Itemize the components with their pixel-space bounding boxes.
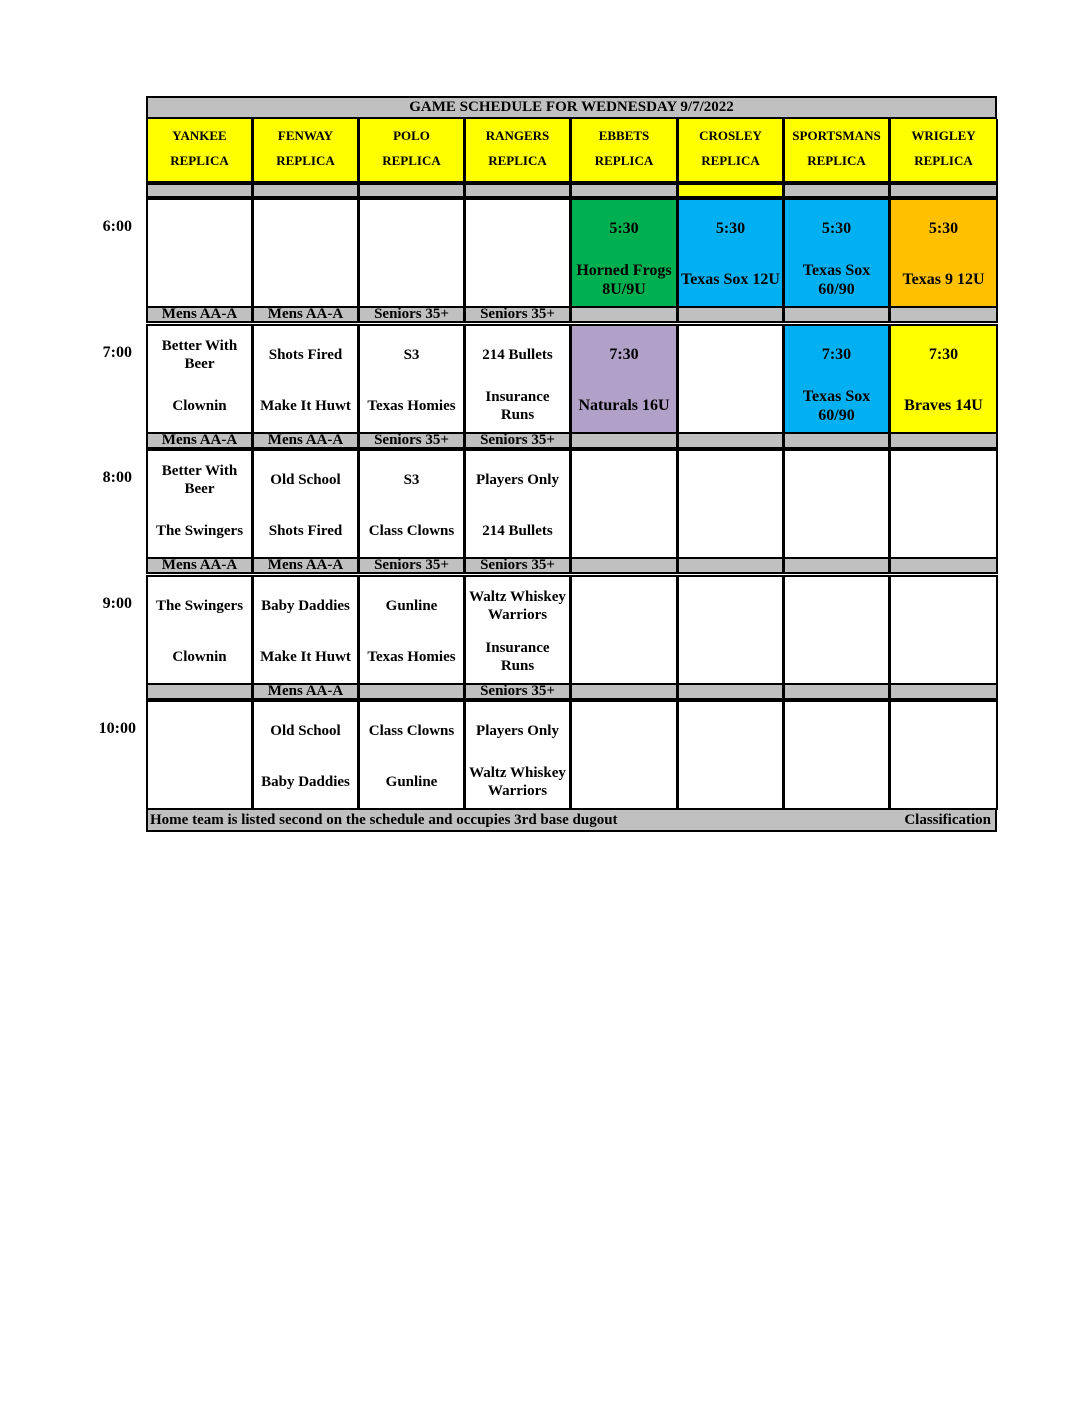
team-home — [148, 254, 251, 306]
field-header-yankee — [146, 119, 253, 183]
team-home — [572, 631, 676, 683]
game-cell — [783, 449, 890, 559]
classification-label — [677, 557, 784, 574]
team-home: Texas Homies — [367, 649, 456, 665]
game-cell — [783, 324, 890, 434]
classification-label — [677, 432, 784, 449]
footer-note: Home team is listed second on the schedule and occupies 3rd base dugout — [150, 812, 618, 828]
field-subtitle: REPLICA — [807, 153, 866, 168]
time-label: 7:00 — [102, 344, 132, 361]
game-cell — [570, 324, 678, 434]
game-cell — [889, 198, 998, 308]
field-header-sportsmans — [783, 119, 890, 183]
classification-label — [889, 683, 998, 700]
field-header-wrigley — [889, 119, 998, 183]
time-label: 10:00 — [98, 720, 136, 737]
game-cell — [677, 700, 784, 810]
field-name: SPORTSMANS — [792, 128, 881, 143]
classification-label: Mens AA-A — [146, 306, 253, 323]
team-away — [254, 204, 357, 254]
team-home — [679, 505, 782, 557]
game-time: 7:30 — [821, 346, 852, 364]
team-away — [679, 330, 782, 380]
team-home: Insurance Runs — [485, 389, 550, 423]
team-home: Horned Frogs 8U/9U — [576, 261, 672, 298]
team-home — [785, 505, 888, 557]
team-away — [679, 455, 782, 505]
header-gap-band — [783, 183, 890, 198]
team-home: Texas Sox 12U — [681, 271, 780, 289]
team-home: The Swingers — [155, 523, 244, 539]
team-away — [572, 581, 676, 631]
team-home — [572, 756, 676, 808]
team-home: Clownin — [172, 398, 227, 414]
team-home: Texas Homies — [367, 398, 456, 414]
field-subtitle: REPLICA — [488, 153, 547, 168]
field-subtitle: REPLICA — [914, 153, 973, 168]
team-away: The Swingers — [155, 598, 244, 614]
team-home — [466, 254, 569, 306]
team-away: Class Clowns — [368, 723, 455, 739]
team-home: Shots Fired — [268, 523, 343, 539]
game-cell — [358, 449, 465, 559]
team-home — [572, 505, 676, 557]
team-away — [360, 204, 463, 254]
classification-label — [358, 683, 465, 700]
field-subtitle: REPLICA — [276, 153, 335, 168]
team-away: S3 — [403, 472, 420, 488]
field-header-crosley — [677, 119, 784, 183]
field-header-rangers — [464, 119, 571, 183]
game-time: 5:30 — [715, 220, 746, 238]
classification-label: Seniors 35+ — [358, 557, 465, 574]
team-home: Texas Sox 60/90 — [802, 261, 871, 298]
team-away: Waltz Whiskey Warriors — [469, 589, 566, 623]
classification-label — [570, 683, 678, 700]
team-away — [891, 581, 996, 631]
team-away: Old School — [270, 723, 341, 739]
game-cell — [677, 449, 784, 559]
game-cell — [783, 198, 890, 308]
team-home — [679, 756, 782, 808]
game-cell — [570, 700, 678, 810]
team-away: Better With Beer — [161, 338, 238, 372]
classification-label: Mens AA-A — [252, 557, 359, 574]
team-home — [254, 254, 357, 306]
field-name: CROSLEY — [699, 128, 762, 143]
game-time: 7:30 — [928, 346, 959, 364]
game-time: 5:30 — [928, 220, 959, 238]
team-home — [785, 631, 888, 683]
team-away — [679, 706, 782, 756]
team-home — [785, 756, 888, 808]
team-away — [785, 455, 888, 505]
classification-label — [783, 683, 890, 700]
team-away: S3 — [403, 347, 420, 363]
team-home — [891, 631, 996, 683]
classification-label — [889, 306, 998, 323]
game-cell — [252, 575, 359, 685]
schedule-title: GAME SCHEDULE FOR WEDNESDAY 9/7/2022 — [146, 96, 997, 119]
team-away: Baby Daddies — [261, 598, 350, 614]
team-home — [679, 631, 782, 683]
game-cell — [252, 449, 359, 559]
field-header-fenway — [252, 119, 359, 183]
team-home: Make It Huwt — [260, 398, 351, 414]
game-cell — [358, 575, 465, 685]
classification-label — [783, 306, 890, 323]
field-header-polo — [358, 119, 465, 183]
team-away — [891, 455, 996, 505]
game-cell — [889, 575, 998, 685]
team-away — [785, 706, 888, 756]
header-gap-band — [570, 183, 678, 198]
team-home — [891, 505, 996, 557]
team-home: 214 Bullets — [482, 523, 553, 539]
team-away: Better With Beer — [161, 463, 238, 497]
classification-label — [570, 432, 678, 449]
team-away: Players Only — [476, 723, 559, 739]
classification-label — [570, 557, 678, 574]
field-subtitle: REPLICA — [701, 153, 760, 168]
team-away — [148, 706, 251, 756]
field-name: POLO — [393, 128, 430, 143]
team-away: Old School — [270, 472, 341, 488]
game-cell — [464, 449, 571, 559]
classification-label — [570, 306, 678, 323]
game-cell — [358, 198, 465, 308]
team-away: Shots Fired — [268, 347, 343, 363]
game-cell — [889, 449, 998, 559]
team-home: Make It Huwt — [260, 649, 351, 665]
game-cell — [889, 700, 998, 810]
team-home: Texas 9 12U — [902, 271, 985, 289]
team-away — [572, 455, 676, 505]
team-away: Players Only — [476, 472, 559, 488]
classification-label — [783, 432, 890, 449]
team-home — [891, 756, 996, 808]
game-cell — [570, 198, 678, 308]
team-home: Braves 14U — [904, 397, 983, 415]
game-cell — [146, 324, 253, 434]
header-gap-band — [358, 183, 465, 198]
game-cell — [146, 449, 253, 559]
team-home: Clownin — [172, 649, 227, 665]
field-header-ebbets — [570, 119, 678, 183]
game-cell — [570, 449, 678, 559]
field-name: WRIGLEY — [911, 128, 976, 143]
team-away: 214 Bullets — [482, 347, 553, 363]
team-away: Gunline — [385, 598, 438, 614]
game-cell — [146, 198, 253, 308]
classification-label: Seniors 35+ — [464, 432, 571, 449]
game-cell — [252, 700, 359, 810]
classification-label — [889, 557, 998, 574]
team-home — [679, 380, 782, 432]
team-home: Class Clowns — [368, 523, 455, 539]
game-time: 5:30 — [609, 220, 639, 238]
team-away — [785, 581, 888, 631]
time-label: 6:00 — [102, 218, 132, 235]
game-cell — [677, 198, 784, 308]
time-label: 8:00 — [102, 469, 132, 486]
classification-label — [146, 683, 253, 700]
classification-label: Mens AA-A — [252, 432, 359, 449]
game-cell — [783, 575, 890, 685]
game-cell — [358, 324, 465, 434]
game-cell — [146, 700, 253, 810]
game-cell — [570, 575, 678, 685]
team-home — [360, 254, 463, 306]
team-away — [572, 706, 676, 756]
header-gap-band — [889, 183, 998, 198]
game-cell — [677, 575, 784, 685]
field-subtitle: REPLICA — [170, 153, 229, 168]
field-name: FENWAY — [277, 128, 334, 143]
game-cell — [146, 575, 253, 685]
game-cell — [464, 324, 571, 434]
field-subtitle: REPLICA — [594, 153, 654, 168]
team-away — [679, 581, 782, 631]
team-away — [466, 204, 569, 254]
classification-label: Seniors 35+ — [464, 557, 571, 574]
team-home: Naturals 16U — [578, 397, 670, 415]
field-name: RANGERS — [485, 128, 550, 143]
time-label: 9:00 — [102, 595, 132, 612]
header-gap-band — [677, 183, 784, 198]
game-cell — [464, 198, 571, 308]
classification-label: Mens AA-A — [146, 557, 253, 574]
classification-label — [677, 683, 784, 700]
team-home: Gunline — [385, 774, 438, 790]
game-cell — [783, 700, 890, 810]
field-name: YANKEE — [172, 128, 227, 143]
classification-label: Seniors 35+ — [358, 432, 465, 449]
team-home: Waltz Whiskey Warriors — [469, 765, 566, 799]
field-subtitle: REPLICA — [382, 153, 441, 168]
classification-label: Mens AA-A — [252, 683, 359, 700]
game-cell — [464, 700, 571, 810]
classification-label — [783, 557, 890, 574]
team-away — [891, 706, 996, 756]
game-cell — [464, 575, 571, 685]
classification-label: Mens AA-A — [146, 432, 253, 449]
game-time: 7:30 — [609, 346, 639, 364]
footer-classification: Classification — [904, 812, 991, 828]
header-gap-band — [146, 183, 253, 198]
classification-label — [677, 306, 784, 323]
team-home: Baby Daddies — [261, 774, 350, 790]
classification-label: Mens AA-A — [252, 306, 359, 323]
classification-label: Seniors 35+ — [464, 306, 571, 323]
team-home: Texas Sox 60/90 — [802, 387, 871, 424]
schedule-footer — [146, 808, 997, 832]
game-cell — [252, 324, 359, 434]
header-gap-band — [464, 183, 571, 198]
team-away — [148, 204, 251, 254]
team-home — [148, 756, 251, 808]
classification-label — [889, 432, 998, 449]
game-cell — [889, 324, 998, 434]
game-cell — [677, 324, 784, 434]
game-time: 5:30 — [821, 220, 852, 238]
team-home: Insurance Runs — [485, 640, 550, 674]
classification-label: Seniors 35+ — [464, 683, 571, 700]
header-gap-band — [252, 183, 359, 198]
classification-label: Seniors 35+ — [358, 306, 465, 323]
game-cell — [358, 700, 465, 810]
field-name: EBBETS — [598, 128, 650, 143]
game-cell — [252, 198, 359, 308]
